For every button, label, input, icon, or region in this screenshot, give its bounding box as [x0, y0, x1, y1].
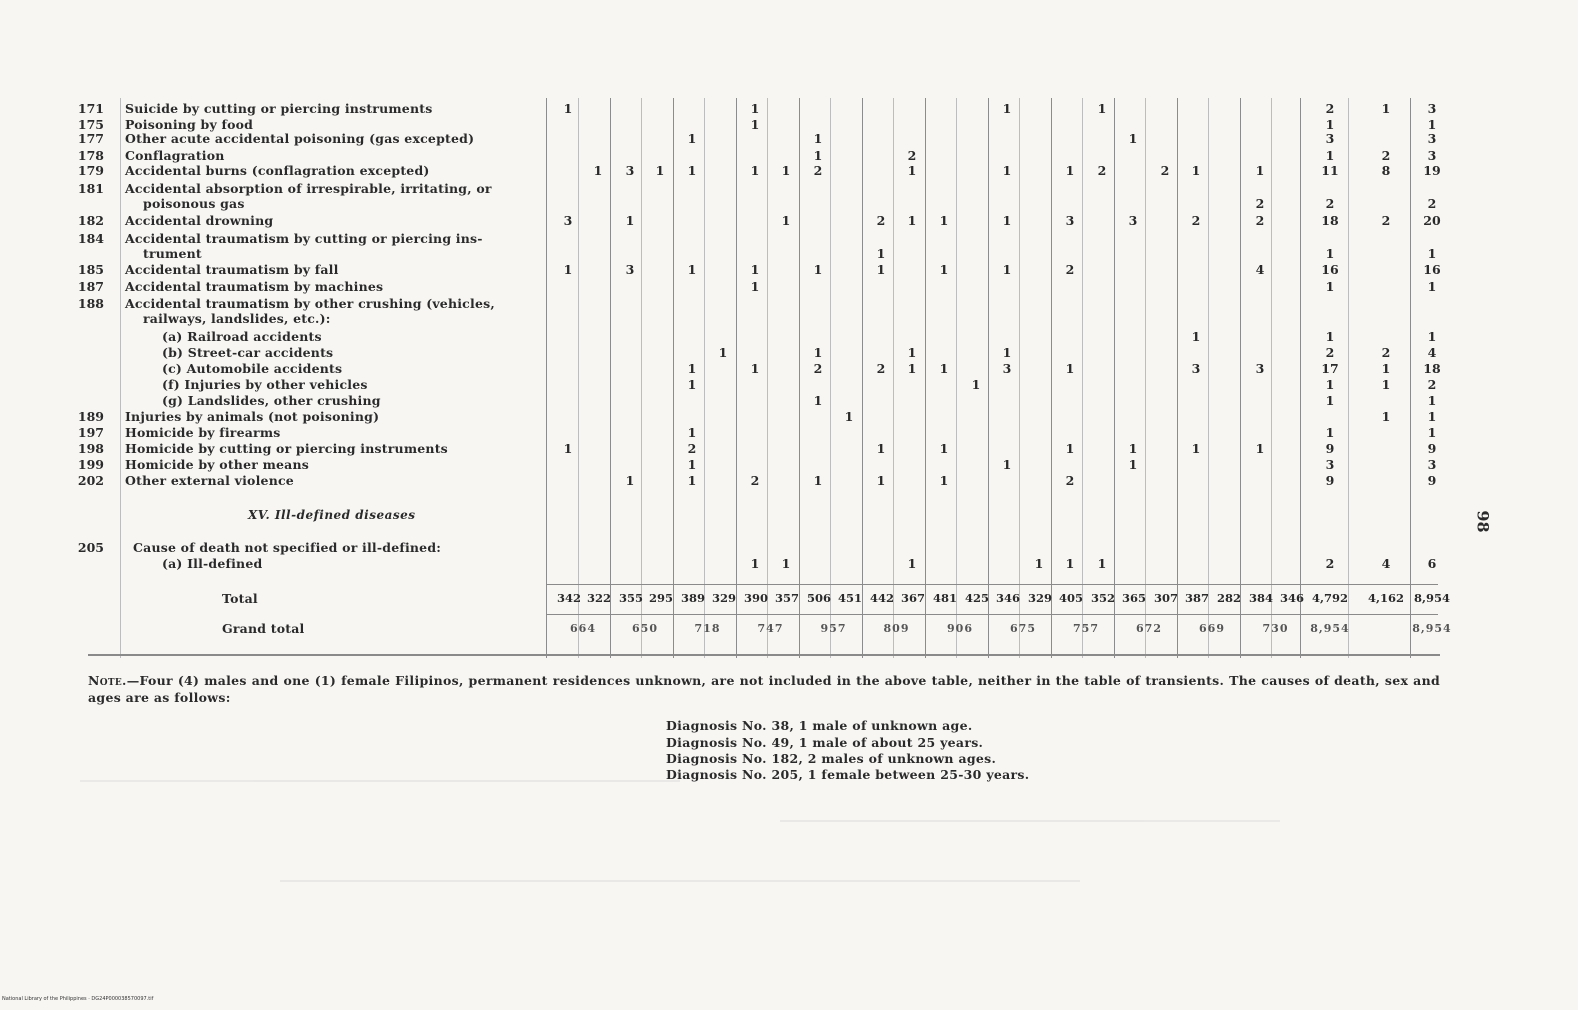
table-row: [0, 457, 1578, 472]
total-cell-m: 4,792: [1311, 591, 1348, 605]
row-number: 185: [77, 262, 104, 277]
table-cell-t: 2: [1427, 196, 1437, 211]
row-description: Homicide by cutting or piercing instruments: [125, 441, 448, 456]
table-row: [0, 393, 1578, 408]
table-cell-m: 2: [1325, 196, 1335, 211]
row-description: Homicide by firearms: [125, 425, 281, 440]
grand-total-cell-m: 8,954: [1310, 622, 1350, 635]
total-cell: 282: [1216, 591, 1241, 605]
total-cell: 346: [995, 591, 1020, 605]
table-cell-t: 1: [1427, 246, 1437, 261]
table-cell-t: 9: [1427, 473, 1437, 488]
table-cell: 1: [907, 361, 917, 376]
diagnosis-line: Diagnosis No. 182, 2 males of unknown ages.: [666, 751, 997, 766]
total-cell: 442: [869, 591, 894, 605]
table-cell-t: 3: [1427, 131, 1437, 146]
table-cell-t: 9: [1427, 441, 1437, 456]
table-cell: 1: [718, 345, 728, 360]
note-head: Note.: [88, 673, 127, 688]
total-cell: 451: [837, 591, 862, 605]
grand-total-cell: 747: [757, 622, 784, 635]
table-row: [0, 361, 1578, 376]
row-description: Other external violence: [125, 473, 294, 488]
table-cell: 3: [563, 213, 573, 228]
table-cell-m: 11: [1321, 163, 1339, 178]
row-number: 184: [77, 231, 104, 246]
table-cell: 1: [907, 213, 917, 228]
total-cell-f: 4,162: [1367, 591, 1404, 605]
table-cell: 1: [750, 117, 760, 132]
table-row: [0, 377, 1578, 392]
table-cell: 1: [1002, 213, 1012, 228]
table-cell: 1: [687, 262, 697, 277]
total-cell: 342: [556, 591, 581, 605]
grand-total-cell: 669: [1199, 622, 1225, 635]
row-description: Other acute accidental poisoning (gas excepted): [125, 131, 475, 146]
table-cell: 1: [750, 279, 760, 294]
table-cell: 1: [750, 361, 760, 376]
table-cell: 1: [1097, 556, 1107, 571]
row-number: 199: [77, 457, 104, 472]
table-cell-t: 19: [1423, 163, 1441, 178]
table-cell-f: 1: [1381, 361, 1391, 376]
page-number: 98: [1473, 510, 1493, 533]
table-cell: 1: [1034, 556, 1044, 571]
table-row: [0, 473, 1578, 488]
diagnosis-line: Diagnosis No. 49, 1 male of about 25 years.: [666, 735, 984, 750]
row-description: Poisoning by food: [125, 117, 254, 132]
table-cell: 2: [876, 361, 886, 376]
table-cell: 3: [625, 163, 635, 178]
table-cell: 1: [1065, 163, 1075, 178]
archive-footer: National Library of the Philippines · DG24P000038570097.tif: [2, 996, 154, 1002]
total-cell: 295: [648, 591, 673, 605]
table-cell-t: 1: [1427, 425, 1437, 440]
total-cell: 357: [774, 591, 799, 605]
total-cell: 425: [964, 591, 989, 605]
table-cell-t: 6: [1427, 556, 1437, 571]
total-cell: 365: [1121, 591, 1146, 605]
table-cell: 2: [750, 473, 760, 488]
row-number: 189: [77, 409, 104, 424]
table-cell-m: 2: [1325, 345, 1335, 360]
table-cell: 4: [1255, 262, 1265, 277]
table-cell-m: 9: [1325, 473, 1335, 488]
row-number: 198: [77, 441, 104, 456]
table-cell: 1: [813, 473, 823, 488]
table-cell: 1: [844, 409, 854, 424]
grand-rule: [546, 614, 1438, 615]
row-description: trument: [143, 246, 202, 261]
table-cell: 1: [1065, 441, 1075, 456]
total-cell: 329: [1027, 591, 1052, 605]
table-cell: 1: [781, 556, 791, 571]
table-cell-m: 1: [1325, 425, 1335, 440]
table-cell: 1: [876, 262, 886, 277]
table-cell-f: 1: [1381, 409, 1391, 424]
table-cell: 2: [687, 441, 697, 456]
grand-total-cell: 672: [1136, 622, 1162, 635]
grand-total-cell: 906: [947, 622, 973, 635]
table-cell-t: 2: [1427, 377, 1437, 392]
table-row-continued: [0, 246, 1578, 261]
table-cell: 1: [593, 163, 603, 178]
row-description: (f) Injuries by other vehicles: [162, 377, 368, 392]
table-cell-m: 1: [1325, 279, 1335, 294]
table-cell: 1: [876, 473, 886, 488]
table-cell: 2: [813, 361, 823, 376]
row-number: 197: [77, 425, 104, 440]
total-cell: 405: [1058, 591, 1083, 605]
total-cell: 384: [1248, 591, 1273, 605]
table-row-continued: [0, 196, 1578, 211]
table-cell: 1: [813, 148, 823, 163]
table-cell: 3: [1002, 361, 1012, 376]
table-cell-f: 2: [1381, 148, 1391, 163]
table-cell-m: 2: [1325, 101, 1335, 116]
table-cell: 1: [907, 163, 917, 178]
row-number: 187: [77, 279, 104, 294]
table-cell-t: 18: [1423, 361, 1441, 376]
table-cell: 1: [813, 131, 823, 146]
table-cell: 2: [813, 163, 823, 178]
total-cell-t: 8,954: [1413, 591, 1450, 605]
table-cell: 1: [781, 213, 791, 228]
table-cell: 1: [939, 441, 949, 456]
table-cell: 1: [1255, 441, 1265, 456]
table-cell-m: 1: [1325, 148, 1335, 163]
table-row: [0, 181, 1578, 196]
table-row: [0, 296, 1578, 311]
total-cell: 481: [932, 591, 957, 605]
table-cell: 1: [1191, 329, 1201, 344]
total-cell: 352: [1090, 591, 1115, 605]
row-description: (a) Railroad accidents: [162, 329, 322, 344]
grand-total-cell: 757: [1073, 622, 1099, 635]
total-cell: 346: [1279, 591, 1304, 605]
row-number: 178: [77, 148, 104, 163]
table-cell: 2: [1160, 163, 1170, 178]
table-cell: 2: [876, 213, 886, 228]
row-description: Accidental traumatism by fall: [125, 262, 339, 277]
table-row: [0, 425, 1578, 440]
table-cell: 1: [687, 425, 697, 440]
table-row: [0, 441, 1578, 456]
table-cell: 1: [687, 163, 697, 178]
table-row: [0, 231, 1578, 246]
row-number: 188: [77, 296, 104, 311]
table-cell-f: 2: [1381, 213, 1391, 228]
grand-total-cell: 675: [1010, 622, 1036, 635]
total-cell: 329: [711, 591, 736, 605]
row-description: railways, landslides, etc.):: [143, 311, 331, 326]
table-row-continued: [0, 311, 1578, 326]
table-cell: 1: [781, 163, 791, 178]
table-cell: 1: [655, 163, 665, 178]
table-cell-t: 1: [1427, 329, 1437, 344]
total-cell: 307: [1153, 591, 1178, 605]
table-row: [0, 148, 1578, 163]
total-cell: 389: [680, 591, 705, 605]
note-paragraph: [88, 672, 1440, 706]
table-cell: 3: [625, 262, 635, 277]
row-number: 171: [77, 101, 104, 116]
table-cell: 1: [563, 101, 573, 116]
table-cell: 1: [939, 361, 949, 376]
table-cell-m: 1: [1325, 117, 1335, 132]
table-cell: 1: [813, 262, 823, 277]
row-description: Injuries by animals (not poisoning): [125, 409, 380, 424]
table-cell-t: 20: [1423, 213, 1441, 228]
table-cell: 1: [1128, 441, 1138, 456]
row-number: 177: [77, 131, 104, 146]
table-row: [0, 540, 1578, 555]
table-cell-t: 1: [1427, 117, 1437, 132]
row-number: 182: [77, 213, 104, 228]
table-row: [0, 345, 1578, 360]
table-cell: 1: [687, 131, 697, 146]
grand-total-cell: 718: [694, 622, 721, 635]
total-cell: 390: [743, 591, 768, 605]
row-description: Accidental burns (conflagration excepted): [125, 163, 430, 178]
table-cell: 1: [1002, 457, 1012, 472]
table-row: [0, 163, 1578, 178]
table-cell-m: 16: [1321, 262, 1339, 277]
table-cell: 1: [750, 556, 760, 571]
table-row: [0, 262, 1578, 277]
table-cell: 1: [750, 163, 760, 178]
table-cell: 3: [1128, 213, 1138, 228]
grand-total-cell: 650: [632, 622, 658, 635]
row-description: Accidental traumatism by other crushing (vehicles,: [125, 296, 495, 311]
table-row: [0, 329, 1578, 344]
total-cell: 506: [806, 591, 831, 605]
table-cell: 3: [1255, 361, 1265, 376]
row-description: Accidental traumatism by machines: [125, 279, 384, 294]
total-rule: [546, 584, 1438, 585]
table-bottom-rule: [88, 654, 1440, 656]
diagnosis-line: Diagnosis No. 38, 1 male of unknown age.: [666, 718, 973, 733]
table-cell-f: 8: [1381, 163, 1391, 178]
table-cell-f: 1: [1381, 377, 1391, 392]
table-row: [0, 279, 1578, 294]
table-cell: 1: [687, 473, 697, 488]
row-number: 179: [77, 163, 104, 178]
table-cell: 1: [1191, 163, 1201, 178]
table-cell: 1: [813, 345, 823, 360]
table-row: [0, 213, 1578, 228]
table-cell-t: 3: [1427, 148, 1437, 163]
table-cell: 1: [687, 457, 697, 472]
table-cell: 1: [876, 441, 886, 456]
table-cell: 1: [971, 377, 981, 392]
note-text: —Four (4) males and one (1) female Filipinos, permanent residences unknown, are not included in the above table, neither in the table of transients. The causes of death, sex and ages are as follows:: [88, 673, 1440, 705]
row-number: 181: [77, 181, 104, 196]
table-cell-m: 9: [1325, 441, 1335, 456]
table-cell: 1: [939, 262, 949, 277]
table-cell: 1: [876, 246, 886, 261]
table-row: [0, 556, 1578, 571]
table-cell-m: 1: [1325, 393, 1335, 408]
table-cell: 1: [563, 262, 573, 277]
table-cell: 2: [1065, 262, 1075, 277]
table-cell: 1: [687, 361, 697, 376]
grand-total-cell: 809: [883, 622, 910, 635]
grand-total-cell: 730: [1262, 622, 1289, 635]
diagnosis-line: Diagnosis No. 205, 1 female between 25-30 years.: [666, 767, 1030, 782]
table-cell-m: 1: [1325, 377, 1335, 392]
table-cell: 1: [1255, 163, 1265, 178]
table-cell: 2: [907, 148, 917, 163]
table-cell-m: 18: [1321, 213, 1339, 228]
grand-total-label: Grand total: [222, 621, 305, 636]
row-number: 175: [77, 117, 104, 132]
table-cell-t: 1: [1427, 393, 1437, 408]
total-cell: 367: [900, 591, 925, 605]
table-cell: 1: [750, 262, 760, 277]
show-through-lines: [80, 760, 1500, 960]
table-cell: 1: [1002, 101, 1012, 116]
table-row: [0, 131, 1578, 146]
total-cell: 387: [1184, 591, 1209, 605]
table-cell: 1: [625, 473, 635, 488]
row-description: Cause of death not specified or ill-defined:: [133, 540, 442, 555]
row-description: (b) Street-car accidents: [162, 345, 334, 360]
table-cell: 1: [750, 101, 760, 116]
table-cell-m: 3: [1325, 131, 1335, 146]
table-cell-f: 1: [1381, 101, 1391, 116]
row-description: (a) Ill-defined: [162, 556, 263, 571]
table-cell-m: 2: [1325, 556, 1335, 571]
table-cell: 1: [1002, 163, 1012, 178]
table-cell: 1: [625, 213, 635, 228]
table-row: [0, 409, 1578, 424]
table-cell: 1: [813, 393, 823, 408]
table-cell-t: 3: [1427, 101, 1437, 116]
table-cell-t: 3: [1427, 457, 1437, 472]
table-cell-m: 3: [1325, 457, 1335, 472]
table-row: [0, 117, 1578, 132]
table-cell: 2: [1097, 163, 1107, 178]
table-cell: 1: [907, 345, 917, 360]
table-cell: 1: [1097, 101, 1107, 116]
table-cell: 2: [1065, 473, 1075, 488]
table-cell: 1: [1128, 131, 1138, 146]
table-cell: 1: [563, 441, 573, 456]
row-description: Accidental absorption of irrespirable, irritating, or: [125, 181, 492, 196]
table-cell: 1: [1002, 345, 1012, 360]
row-description: Conflagration: [125, 148, 225, 163]
table-cell-t: 1: [1427, 279, 1437, 294]
total-label: Total: [222, 591, 258, 606]
table-cell: 1: [1065, 556, 1075, 571]
table-cell: 2: [1255, 196, 1265, 211]
table-row: [0, 101, 1578, 116]
table-cell: 1: [939, 473, 949, 488]
total-row-line: [0, 591, 1578, 606]
table-cell: 3: [1191, 361, 1201, 376]
grand-total-cell: 957: [820, 622, 847, 635]
total-cell: 322: [586, 591, 611, 605]
table-cell: 1: [907, 556, 917, 571]
total-cell: 355: [618, 591, 643, 605]
table-cell: 1: [1191, 441, 1201, 456]
grand-total-cell: 664: [570, 622, 596, 635]
row-description: (c) Automobile accidents: [162, 361, 343, 376]
table-cell: 1: [939, 213, 949, 228]
grand-total-line: [0, 621, 1578, 636]
table-cell-m: 1: [1325, 246, 1335, 261]
row-number: 205: [77, 540, 104, 555]
row-description: poisonous gas: [143, 196, 245, 211]
table-cell: 2: [1191, 213, 1201, 228]
table-cell-t: 4: [1427, 345, 1437, 360]
table-cell-t: 16: [1423, 262, 1441, 277]
table-cell: 3: [1065, 213, 1075, 228]
row-number: 202: [77, 473, 104, 488]
row-description: (g) Landslides, other crushing: [162, 393, 381, 408]
grand-total-cell-t: 8,954: [1412, 622, 1452, 635]
row-description: Suicide by cutting or piercing instruments: [125, 101, 433, 116]
table-cell: 1: [1065, 361, 1075, 376]
table-cell-m: 1: [1325, 329, 1335, 344]
table-cell: 1: [1128, 457, 1138, 472]
table-cell-f: 2: [1381, 345, 1391, 360]
table-cell-m: 17: [1321, 361, 1339, 376]
row-description: Accidental drowning: [125, 213, 274, 228]
table-cell: 1: [687, 377, 697, 392]
section-title: XV. Ill-defined diseases: [248, 508, 416, 522]
table-cell: 2: [1255, 213, 1265, 228]
row-description: Homicide by other means: [125, 457, 309, 472]
row-description: Accidental traumatism by cutting or piercing ins-: [125, 231, 483, 246]
table-cell-t: 1: [1427, 409, 1437, 424]
table-cell-f: 4: [1381, 556, 1391, 571]
table-cell: 1: [1002, 262, 1012, 277]
